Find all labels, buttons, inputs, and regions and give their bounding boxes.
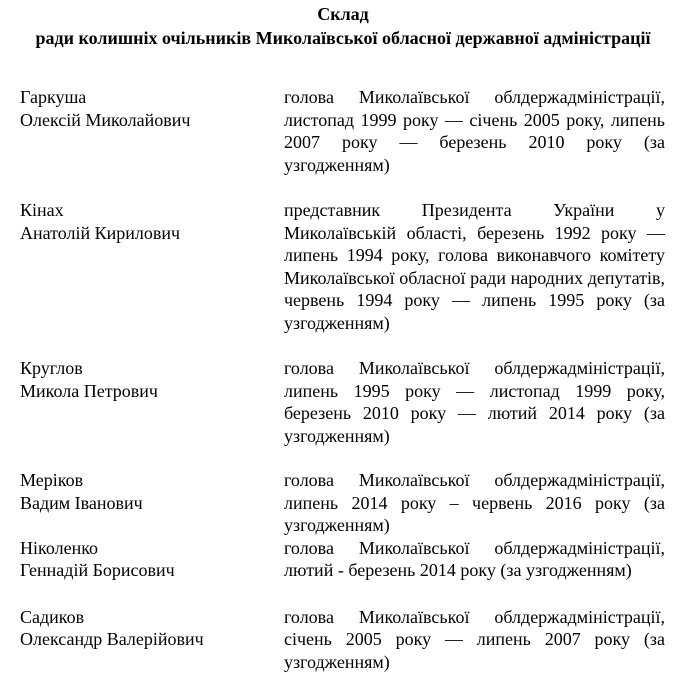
member-entry-sadykov <box>0 606 686 673</box>
member-name <box>20 606 270 651</box>
member-given-names: Микола Петрович <box>20 380 270 403</box>
member-name <box>20 86 270 131</box>
document-header <box>0 2 686 50</box>
member-name <box>20 199 270 244</box>
member-given-names: Олексій Миколайович <box>20 109 270 132</box>
member-description: голова Миколаївської облдержадміністрації, липень 1995 року — листопад 1999 року, березень 2010 року — лютий 2014 року (за узгодженням) <box>284 357 665 447</box>
member-description: голова Миколаївської облдержадміністрації, лютий - березень 2014 року (за узгодженням) <box>284 537 665 582</box>
member-name <box>20 469 270 514</box>
member-surname: Кінах <box>20 199 270 222</box>
member-given-names: Анатолій Кирилович <box>20 222 270 245</box>
member-entry-merikov <box>0 469 686 537</box>
member-surname: Круглов <box>20 357 270 380</box>
member-description: голова Миколаївської облдержадміністрації, листопад 1999 року — січень 2005 року, липень 2007 року — березень 2010 року (за узгодженням) <box>284 86 665 176</box>
member-entry-kinakh <box>0 199 686 334</box>
member-entry-nikolenko <box>0 537 686 582</box>
member-given-names: Вадим Іванович <box>20 492 270 515</box>
member-surname: Садиков <box>20 606 270 629</box>
document-subtitle: ради колишніх очільників Миколаївської обласної державної адміністрації <box>0 26 686 50</box>
members-list <box>0 86 686 673</box>
member-description: голова Миколаївської облдержадміністрації, січень 2005 року — липень 2007 року (за узгодженням) <box>284 606 665 673</box>
member-given-names: Олександр Валерійович <box>20 628 270 651</box>
member-given-names: Геннадій Борисович <box>20 559 270 582</box>
member-entry-harkusha <box>0 86 686 176</box>
member-description: представник Президента України у Миколаївській області, березень 1992 року — липень 1994 року, голова виконавчого комітету Миколаївської обласної ради народних депутатів, червень 1994 року — липень 1995 року (за узгодженням) <box>284 199 665 334</box>
document-title: Склад <box>0 2 686 26</box>
member-entry-kruhlov <box>0 357 686 447</box>
member-surname: Меріков <box>20 469 270 492</box>
member-description: голова Миколаївської облдержадміністрації, липень 2014 року – червень 2016 року (за узгодженням) <box>284 469 665 537</box>
member-name <box>20 537 270 582</box>
member-name <box>20 357 270 402</box>
member-surname: Ніколенко <box>20 537 270 560</box>
member-surname: Гаркуша <box>20 86 270 109</box>
